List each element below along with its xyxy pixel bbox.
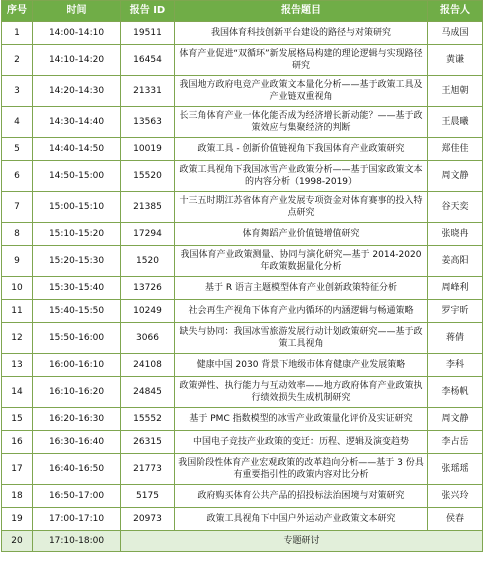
cell-title: 体育舞蹈产业价值链增值研究 bbox=[175, 223, 428, 246]
table-row bbox=[2, 323, 483, 354]
table-row bbox=[2, 508, 483, 531]
table-header-row bbox=[2, 1, 483, 22]
cell-time: 14:10-14:20 bbox=[33, 45, 121, 76]
cell-title: 健康中国 2030 背景下地级市体育健康产业发展策略 bbox=[175, 354, 428, 377]
cell-time: 15:40-15:50 bbox=[33, 300, 121, 323]
cell-title: 基于 PMC 指数模型的冰雪产业政策量化评价及实证研究 bbox=[175, 408, 428, 431]
cell-title: 政策工具视角下中国户外运动产业政策文本研究 bbox=[175, 508, 428, 531]
cell-title: 基于 R 语言主题模型体育产业创新政策特征分析 bbox=[175, 277, 428, 300]
cell-no: 11 bbox=[2, 300, 33, 323]
cell-no: 16 bbox=[2, 431, 33, 454]
cell-time: 15:50-16:00 bbox=[33, 323, 121, 354]
cell-time: 17:00-17:10 bbox=[33, 508, 121, 531]
table-row bbox=[2, 377, 483, 408]
cell-time: 17:10-18:00 bbox=[33, 531, 121, 552]
cell-id: 16454 bbox=[121, 45, 175, 76]
cell-title: 我国体育产业政策测量、协同与演化研究—基于 2014-2020 年政策数据量化分析 bbox=[175, 246, 428, 277]
table-row bbox=[2, 454, 483, 485]
cell-speaker: 李杨帆 bbox=[428, 377, 483, 408]
table-row bbox=[2, 76, 483, 107]
cell-id: 20973 bbox=[121, 508, 175, 531]
cell-no: 18 bbox=[2, 485, 33, 508]
cell-final-title: 专题研讨 bbox=[121, 531, 483, 552]
cell-speaker: 侯春 bbox=[428, 508, 483, 531]
cell-speaker: 李占岳 bbox=[428, 431, 483, 454]
cell-time: 16:30-16:40 bbox=[33, 431, 121, 454]
cell-title: 政府购买体育公共产品的招投标法治困境与对策研究 bbox=[175, 485, 428, 508]
cell-time: 15:20-15:30 bbox=[33, 246, 121, 277]
cell-speaker: 黄谦 bbox=[428, 45, 483, 76]
cell-time: 16:10-16:20 bbox=[33, 377, 121, 408]
cell-speaker: 周峰利 bbox=[428, 277, 483, 300]
table-row bbox=[2, 45, 483, 76]
cell-speaker: 郑佳佳 bbox=[428, 138, 483, 161]
cell-time: 15:30-15:40 bbox=[33, 277, 121, 300]
table-row bbox=[2, 431, 483, 454]
cell-no: 9 bbox=[2, 246, 33, 277]
cell-title: 我国地方政府电竞产业政策文本量化分析——基于政策工具及产业链双重视角 bbox=[175, 76, 428, 107]
table-row bbox=[2, 408, 483, 431]
cell-id: 13726 bbox=[121, 277, 175, 300]
cell-no: 20 bbox=[2, 531, 33, 552]
cell-speaker: 姜高阳 bbox=[428, 246, 483, 277]
cell-no: 15 bbox=[2, 408, 33, 431]
cell-title: 我国阶段性体育产业宏观政策的改革趋向分析——基于 3 份具有重要指引性的政策内容对比分析 bbox=[175, 454, 428, 485]
cell-id: 19511 bbox=[121, 22, 175, 45]
cell-title: 中国电子竞技产业政策的变迁：历程、逻辑及演变趋势 bbox=[175, 431, 428, 454]
cell-speaker: 马成国 bbox=[428, 22, 483, 45]
cell-speaker: 张瑶瑶 bbox=[428, 454, 483, 485]
cell-id: 15552 bbox=[121, 408, 175, 431]
table-row bbox=[2, 277, 483, 300]
header-title: 报告题目 bbox=[175, 1, 428, 22]
cell-speaker: 张兴玲 bbox=[428, 485, 483, 508]
cell-title: 缺失与协同：我国冰雪旅游发展行动计划政策研究——基于政策工具视角 bbox=[175, 323, 428, 354]
cell-title: 社会再生产视角下体育产业内循环的内涵逻辑与畅通策略 bbox=[175, 300, 428, 323]
cell-id: 24845 bbox=[121, 377, 175, 408]
cell-speaker: 周文静 bbox=[428, 161, 483, 192]
table-row bbox=[2, 354, 483, 377]
schedule-table bbox=[1, 0, 483, 552]
cell-id: 21331 bbox=[121, 76, 175, 107]
header-time: 时间 bbox=[33, 1, 121, 22]
table-row-final bbox=[2, 531, 483, 552]
cell-speaker: 周文静 bbox=[428, 408, 483, 431]
cell-id: 1520 bbox=[121, 246, 175, 277]
cell-no: 12 bbox=[2, 323, 33, 354]
cell-time: 14:40-14:50 bbox=[33, 138, 121, 161]
cell-time: 15:10-15:20 bbox=[33, 223, 121, 246]
cell-time: 14:00-14:10 bbox=[33, 22, 121, 45]
cell-no: 14 bbox=[2, 377, 33, 408]
cell-speaker: 李科 bbox=[428, 354, 483, 377]
cell-id: 24108 bbox=[121, 354, 175, 377]
cell-time: 15:00-15:10 bbox=[33, 192, 121, 223]
cell-time: 14:30-14:40 bbox=[33, 107, 121, 138]
cell-id: 10249 bbox=[121, 300, 175, 323]
cell-title: 政策弹性、执行能力与互动效率——地方政府体育产业政策执行绩效损失生成机制研究 bbox=[175, 377, 428, 408]
cell-time: 14:20-14:30 bbox=[33, 76, 121, 107]
cell-speaker: 罗宇昕 bbox=[428, 300, 483, 323]
table-row bbox=[2, 138, 483, 161]
cell-id: 17294 bbox=[121, 223, 175, 246]
cell-title: 政策工具视角下我国冰雪产业政策分析——基于国家政策文本的内容分析（1998-2019） bbox=[175, 161, 428, 192]
cell-speaker: 蒋倩 bbox=[428, 323, 483, 354]
cell-no: 1 bbox=[2, 22, 33, 45]
cell-id: 3066 bbox=[121, 323, 175, 354]
cell-speaker: 张晓冉 bbox=[428, 223, 483, 246]
cell-time: 16:00-16:10 bbox=[33, 354, 121, 377]
cell-id: 21385 bbox=[121, 192, 175, 223]
cell-time: 16:50-17:00 bbox=[33, 485, 121, 508]
cell-id: 15520 bbox=[121, 161, 175, 192]
cell-speaker: 王旭朝 bbox=[428, 76, 483, 107]
cell-time: 16:20-16:30 bbox=[33, 408, 121, 431]
cell-no: 10 bbox=[2, 277, 33, 300]
cell-id: 21773 bbox=[121, 454, 175, 485]
cell-no: 7 bbox=[2, 192, 33, 223]
cell-title: 十三五时期江苏省体育产业发展专项资金对体育赛事的投入特点研究 bbox=[175, 192, 428, 223]
cell-no: 2 bbox=[2, 45, 33, 76]
cell-title: 我国体育科技创新平台建设的路径与对策研究 bbox=[175, 22, 428, 45]
cell-title: 政策工具 - 创新价值链视角下我国体育产业政策研究 bbox=[175, 138, 428, 161]
cell-no: 17 bbox=[2, 454, 33, 485]
cell-no: 5 bbox=[2, 138, 33, 161]
cell-no: 3 bbox=[2, 76, 33, 107]
cell-no: 13 bbox=[2, 354, 33, 377]
table-row bbox=[2, 246, 483, 277]
header-id: 报告 ID bbox=[121, 1, 175, 22]
table-row bbox=[2, 300, 483, 323]
cell-speaker: 王晨曦 bbox=[428, 107, 483, 138]
table-row bbox=[2, 161, 483, 192]
table-row bbox=[2, 107, 483, 138]
cell-time: 16:40-16:50 bbox=[33, 454, 121, 485]
cell-no: 4 bbox=[2, 107, 33, 138]
cell-no: 6 bbox=[2, 161, 33, 192]
cell-id: 10019 bbox=[121, 138, 175, 161]
table-row bbox=[2, 22, 483, 45]
cell-time: 14:50-15:00 bbox=[33, 161, 121, 192]
cell-title: 长三角体育产业一体化能否成为经济增长新动能？——基于政策效应与集聚经济的判断 bbox=[175, 107, 428, 138]
cell-no: 8 bbox=[2, 223, 33, 246]
cell-title: 体育产业促进“双循环”新发展格局构建的理论逻辑与实现路径研究 bbox=[175, 45, 428, 76]
cell-no: 19 bbox=[2, 508, 33, 531]
cell-id: 5175 bbox=[121, 485, 175, 508]
table-row bbox=[2, 223, 483, 246]
table-row bbox=[2, 485, 483, 508]
header-speaker: 报告人 bbox=[428, 1, 483, 22]
cell-id: 26315 bbox=[121, 431, 175, 454]
table-row bbox=[2, 192, 483, 223]
cell-speaker: 谷天奕 bbox=[428, 192, 483, 223]
cell-id: 13563 bbox=[121, 107, 175, 138]
header-no: 序号 bbox=[2, 1, 33, 22]
